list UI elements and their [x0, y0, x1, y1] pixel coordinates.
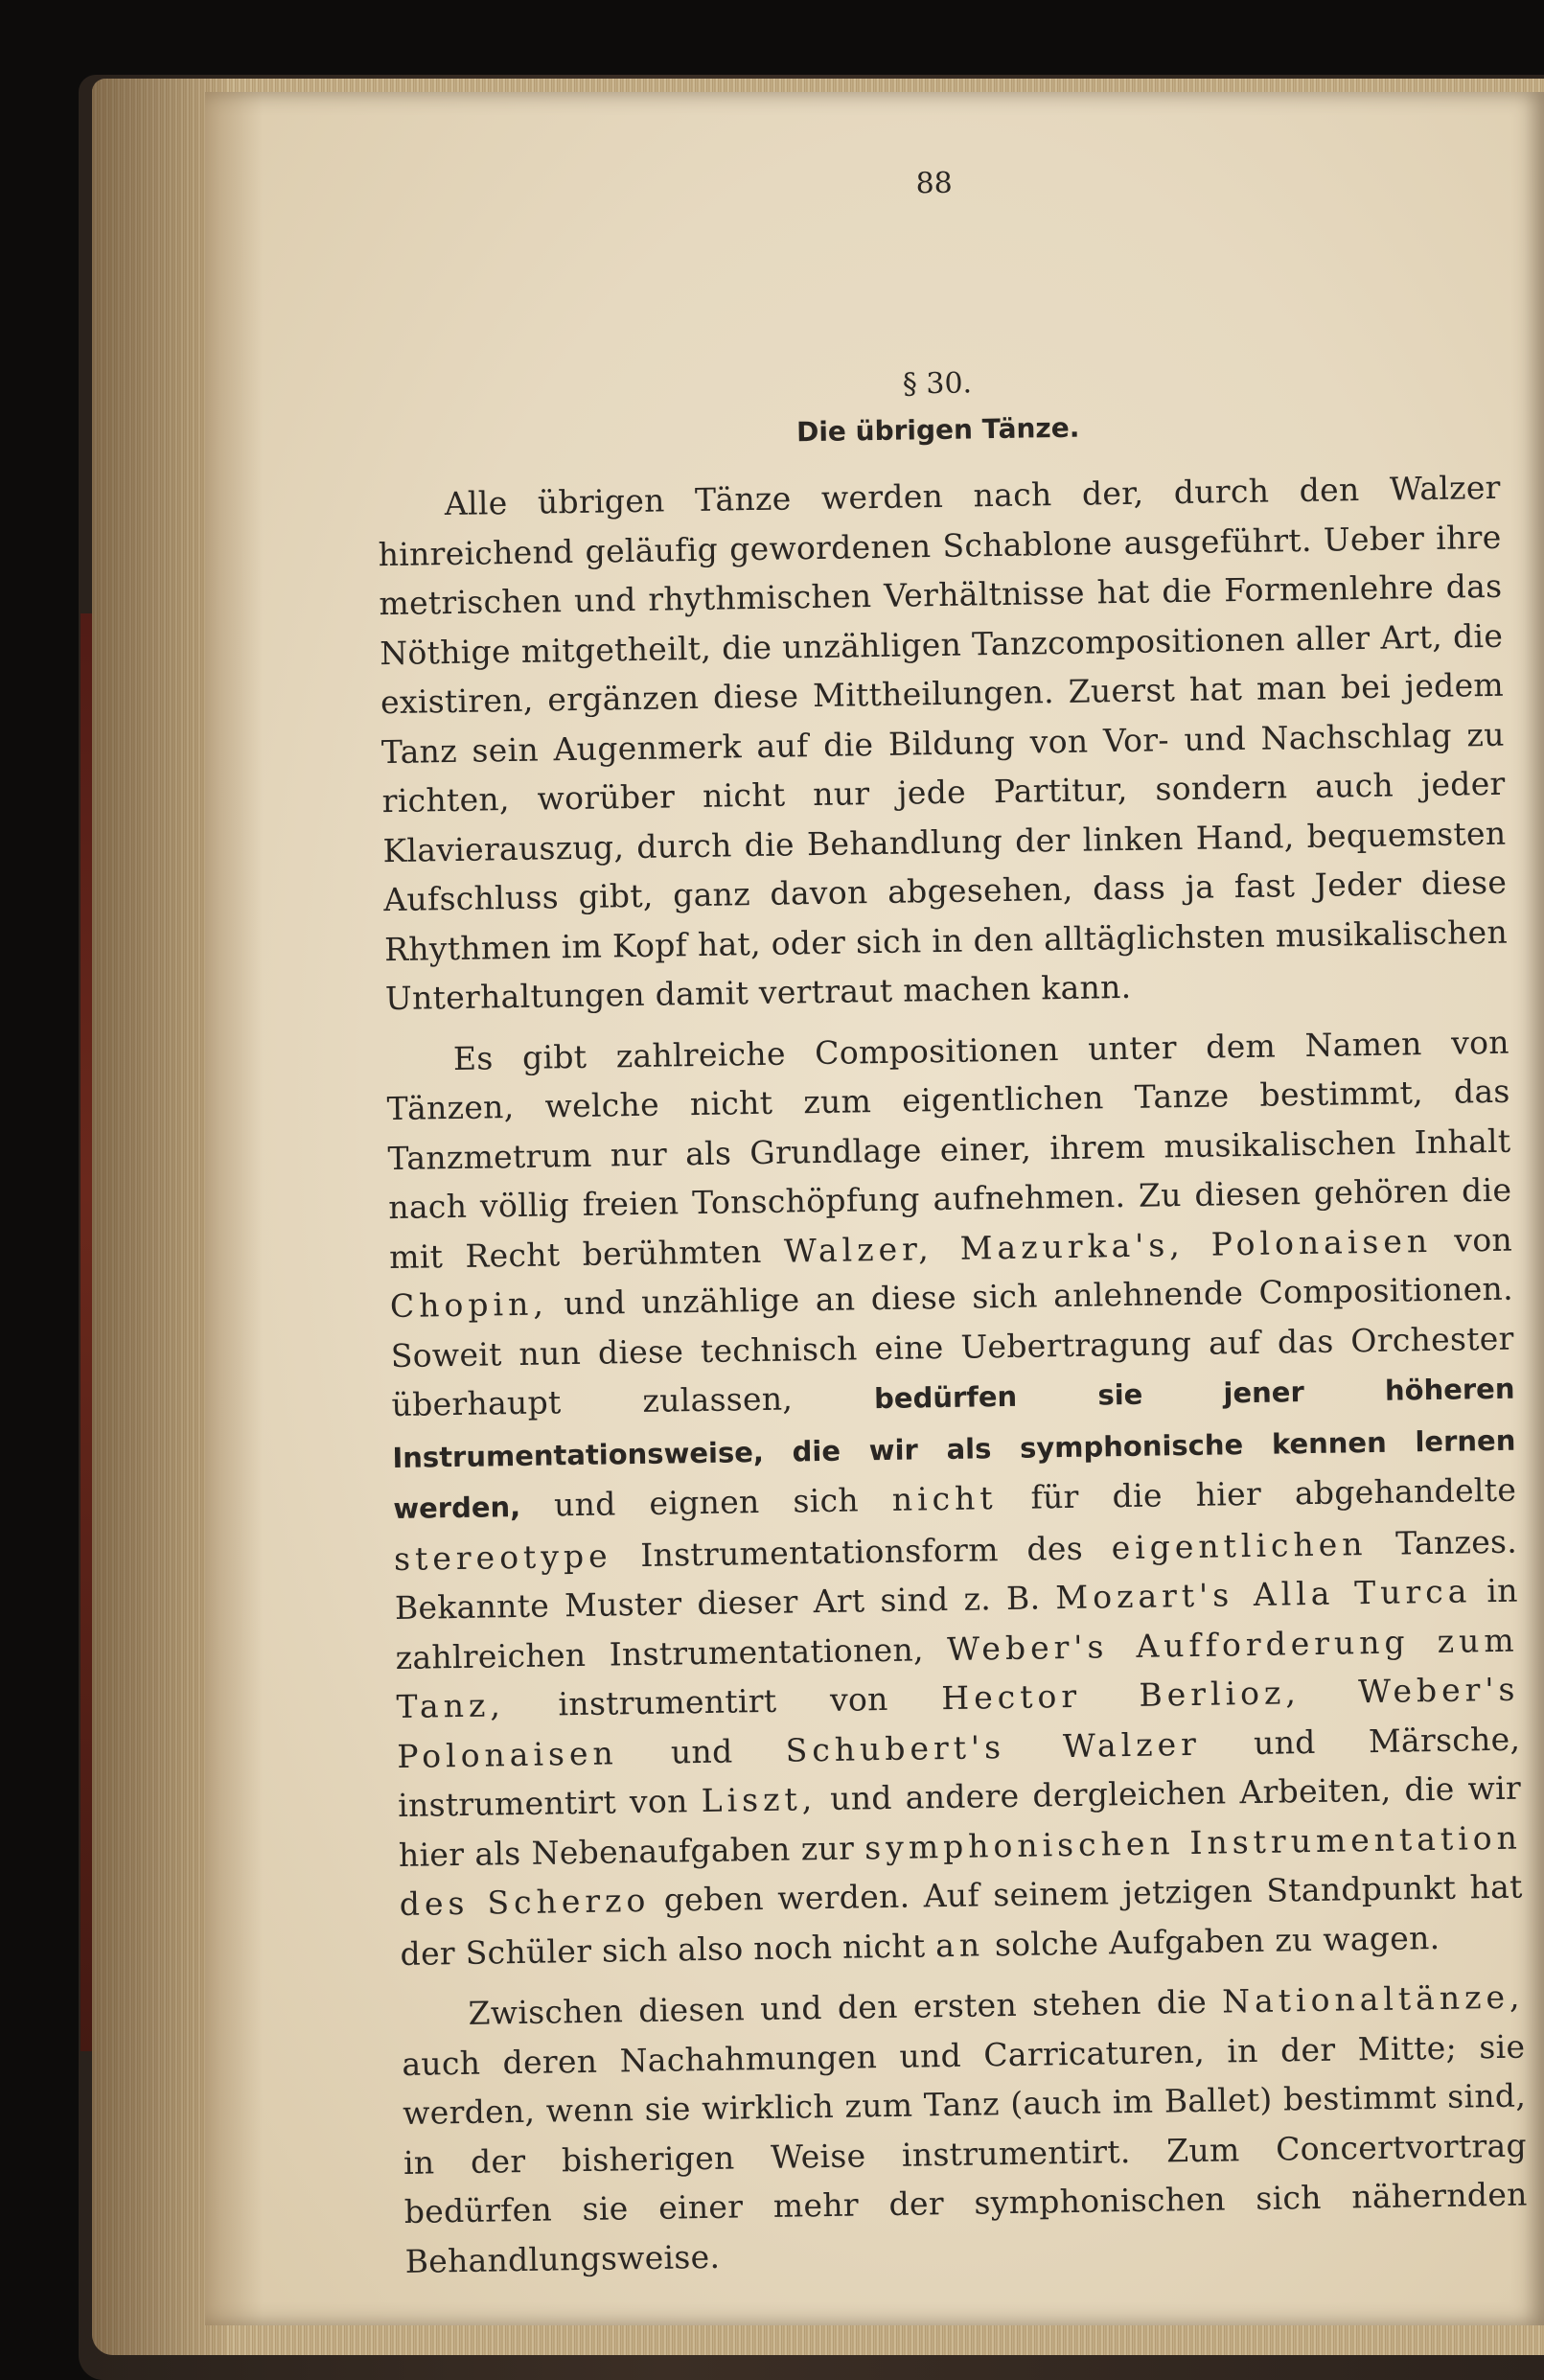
- section-title: Die übrigen Tänze.: [795, 411, 1080, 449]
- paragraph-3: [401, 1973, 1529, 2286]
- text-run: und Märsche, instrumentirt von: [397, 1720, 1521, 1824]
- text-run: und eignen sich: [553, 1481, 860, 1524]
- text-run: in zahlreichen Instrumentationen,: [395, 1571, 1519, 1676]
- spaced-text: Chopin,: [389, 1284, 549, 1326]
- spaced-text: Schubert's Walzer: [785, 1724, 1202, 1769]
- text-run: und: [670, 1732, 733, 1771]
- text-run: Tanzes. Bekannte Muster dieser Art sind z. B.: [394, 1522, 1518, 1628]
- text-run: und andere dergleichen Arbeiten, die wir hier als Nebenaufgaben zur: [398, 1768, 1522, 1874]
- text-run: instrumentirt von: [558, 1679, 888, 1723]
- spaced-text: Weber's Aufforderung zum Tanz,: [396, 1621, 1519, 1726]
- spaced-text: Walzer, Mazurka's, Polonaisen: [783, 1221, 1433, 1270]
- spaced-text: an: [934, 1925, 985, 1964]
- spaced-text: symphonischen Instrumentation des Scherzo: [399, 1818, 1523, 1923]
- bold-text: bedürfen sie jener höheren Instrumentationsweise, die wir als symphonische kennen lernen werden,: [392, 1372, 1516, 1526]
- page-text: [372, 135, 1529, 2298]
- spaced-text: eigentlichen: [1111, 1524, 1368, 1566]
- text-run: Es gibt zahlreiche Compositionen unter dem Namen von Tänzen, welche nicht zum eigentlichen Tanze bestimmt, das Tanzmetrum nur als Grundlage einer, ihrem musikalischen Inhalt nach völlig freien Tonschöpfung aufnehmen. Zu diesen gehören die mit Recht berühmten: [386, 1023, 1512, 1276]
- spaced-text: Nationaltänze,: [1221, 1977, 1525, 2021]
- page-gutter-shadow: [205, 92, 263, 2325]
- page-number: 88: [915, 166, 954, 201]
- text-run: und unzählige an diese sich anlehnende Compositionen. Soweit nun diese technisch eine Uebertragung auf das Orchester überhaupt zulassen,: [390, 1269, 1514, 1424]
- spaced-text: Hector Berlioz, Weber's Polonaisen: [397, 1670, 1520, 1775]
- text-run: für die hier abgehandelte: [1030, 1470, 1517, 1516]
- paragraph-1: Alle übrigen Tänze werden nach der, durch den Walzer hinreichend geläufig gewordenen Schablone ausgeführt. Ueber ihre metrischen und rhythmischen Verhältnisse hat die Formenlehre das Nöthige mitgetheilt, die unzähligen Tanzcompositionen aller Art, die existiren, ergänzen diese Mittheilungen. Zuerst hat man bei jedem Tanz sein Augenmerk auf die Bildung von Vor- und Nachschlag zu richten, worüber nicht nur jede Partitur, sondern auch jeder Klavierauszug, durch die Behandlung der linken Hand, bequemsten Aufschluss gibt, ganz davon abgesehen, dass ja fast Jeder diese Rhythmen im Kopf hat, oder sich in den alltäglichsten musikalischen Unterhaltungen damit vertraut machen kann.: [378, 468, 1509, 1018]
- section-number: § 30.: [902, 366, 973, 402]
- spaced-text: Liszt,: [701, 1780, 818, 1820]
- paragraph-2: [386, 1017, 1524, 1978]
- spaced-text: stereotype: [393, 1536, 612, 1578]
- text-run: geben werden. Auf seinem jetzigen Standpunkt hat der Schüler sich also noch nicht: [400, 1867, 1523, 1973]
- text-run: solche Aufgaben zu wagen.: [994, 1918, 1440, 1963]
- spaced-text: Mozart's Alla Turca: [1055, 1572, 1472, 1617]
- text-run: Instrumentationsform des: [639, 1529, 1084, 1574]
- text-run: auch deren Nachahmungen und Carricaturen, in der Mitte; sie werden, wenn sie wirklich zum Tanz (auch im Ballet) bestimmt sind, in der bisherigen Weise instrumentirt. Zum Concertvortrag bedürfen sie einer mehr der symphonischen sich nähernden Behandlungsweise.: [402, 2027, 1528, 2280]
- text-run: Zwischen diesen und den ersten stehen die: [468, 1982, 1208, 2032]
- text-run: von: [1454, 1220, 1513, 1259]
- spaced-text: nicht: [891, 1479, 998, 1518]
